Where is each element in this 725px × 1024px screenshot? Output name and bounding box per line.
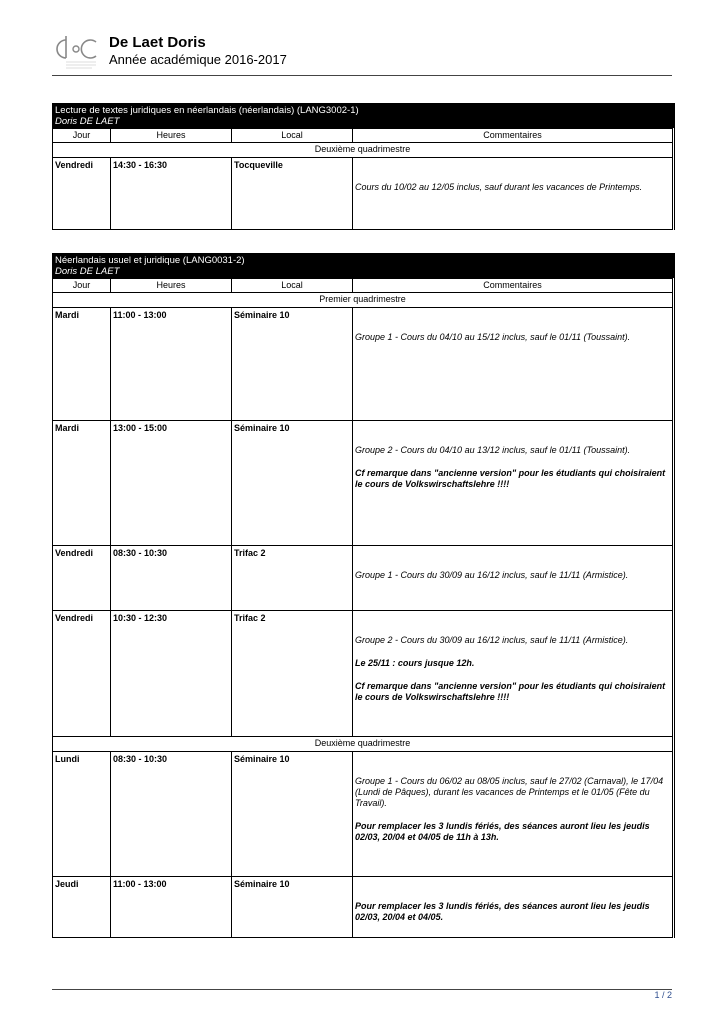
comment [353,546,673,611]
col-local: Local [232,279,353,293]
hours: 13:00 - 15:00 [111,421,232,546]
comment [353,611,673,737]
table-row [53,308,673,421]
schedule-table [52,278,673,938]
day: Lundi [53,752,111,877]
page-number: 1 / 2 [654,990,672,1000]
comment-line: Groupe 2 - Cours du 04/10 au 13/12 inclus, sauf le 01/11 (Toussaint). [355,445,631,455]
table-header-row [53,129,673,143]
header-divider [52,75,672,76]
col-jour: Jour [53,129,111,143]
day: Vendredi [53,611,111,737]
table-row [53,611,673,737]
col-heures: Heures [111,129,232,143]
schedule-table [52,128,673,230]
comment [353,877,673,938]
course-title: Néerlandais usuel et juridique (LANG0031-2) [55,255,245,266]
day: Vendredi [53,546,111,611]
table-row [53,877,673,938]
comment-line: Cours du 10/02 au 12/05 inclus, sauf durant les vacances de Printemps. [355,182,643,192]
room: Séminaire 10 [232,421,353,546]
room: Trifac 2 [232,611,353,737]
hours: 08:30 - 10:30 [111,546,232,611]
room: Séminaire 10 [232,752,353,877]
table-row [53,752,673,877]
hours: 08:30 - 10:30 [111,752,232,877]
hours: 11:00 - 13:00 [111,308,232,421]
col-commentaires: Commentaires [353,279,673,293]
comment-line: Groupe 1 - Cours du 30/09 au 16/12 inclus, sauf le 11/11 (Armistice). [355,570,629,580]
room: Séminaire 10 [232,877,353,938]
person-name: De Laet Doris [109,34,206,51]
semester-label: Deuxième quadrimestre [53,143,673,158]
hours: 11:00 - 13:00 [111,877,232,938]
comment-line: Groupe 1 - Cours du 04/10 au 15/12 inclus, sauf le 01/11 (Toussaint). [355,332,631,342]
col-heures: Heures [111,279,232,293]
hours: 10:30 - 12:30 [111,611,232,737]
room: Séminaire 10 [232,308,353,421]
course-block-lang0031 [52,253,675,938]
table-header-row [53,279,673,293]
dsc-logo [52,34,98,72]
table-row [53,546,673,611]
comment [353,308,673,421]
semester-label: Premier quadrimestre [53,293,673,308]
course-block-lang3002 [52,103,675,230]
day: Mardi [53,421,111,546]
comment-line: Groupe 2 - Cours du 30/09 au 16/12 inclus, sauf le 11/11 (Armistice). [355,635,629,645]
comment [353,752,673,877]
hours: 14:30 - 16:30 [111,158,232,230]
course-header [53,253,674,278]
academic-year: Année académique 2016-2017 [109,52,287,67]
room: Tocqueville [232,158,353,230]
course-teacher: Doris DE LAET [55,116,120,127]
footer-divider [52,989,672,990]
comment [353,158,673,230]
comment-line: Le 25/11 : cours jusque 12h. [355,658,475,668]
table-row [53,421,673,546]
course-title: Lecture de textes juridiques en néerlandais (néerlandais) (LANG3002-1) [55,105,359,116]
col-jour: Jour [53,279,111,293]
day: Jeudi [53,877,111,938]
day: Mardi [53,308,111,421]
comment-line: Pour remplacer les 3 lundis fériés, des séances auront lieu les jeudis 02/03, 20/04 et 04/05 de 11h à 13h. [355,821,650,842]
comment-line: Pour remplacer les 3 lundis fériés, des séances auront lieu les jeudis 02/03, 20/04 et 04/05. [355,901,650,922]
col-local: Local [232,129,353,143]
comment-line: Cf remarque dans "ancienne version" pour les étudiants qui choisiraient le cours de Volkswirschaftslehre !!!! [355,468,666,489]
col-commentaires: Commentaires [353,129,673,143]
table-row [53,158,673,230]
comment-line: Groupe 1 - Cours du 06/02 au 08/05 inclus, sauf le 27/02 (Carnaval), le 17/04 (Lundi de Pâques), durant les vacances de Printemps et le 01/05 (Fête du Travail). [355,776,664,808]
comment [353,421,673,546]
comment-line: Cf remarque dans "ancienne version" pour les étudiants qui choisiraient le cours de Volkswirschaftslehre !!!! [355,681,666,702]
course-teacher: Doris DE LAET [55,266,120,277]
day: Vendredi [53,158,111,230]
course-header [53,103,674,128]
semester-label: Deuxième quadrimestre [53,737,673,752]
room: Trifac 2 [232,546,353,611]
